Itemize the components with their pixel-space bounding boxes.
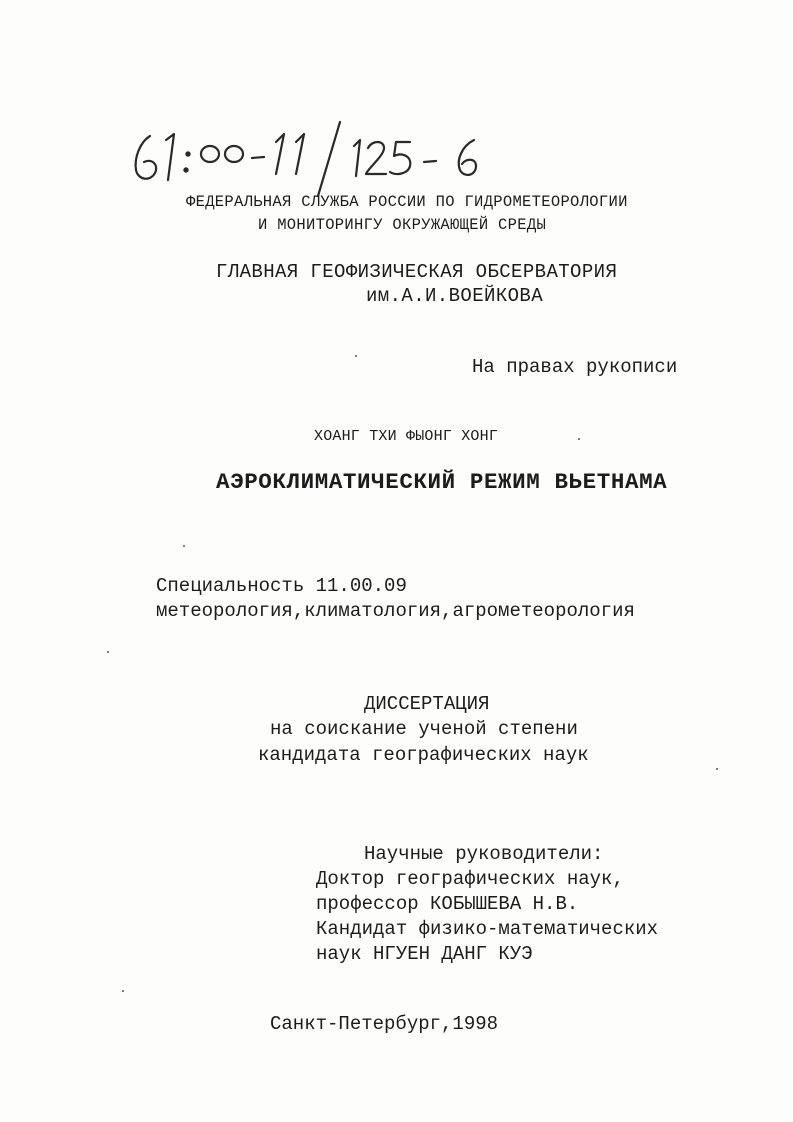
specialty-fields: метеорология,климатология,агрометеорология — [156, 600, 635, 622]
degree-line-2: кандидата географических наук — [258, 744, 589, 766]
supervisor-1-degree: Доктор географических наук, — [316, 868, 624, 890]
observatory-line-1: ГЛАВНАЯ ГЕОФИЗИЧЕСКАЯ ОБСЕРВАТОРИЯ — [216, 261, 618, 283]
scan-speck — [578, 438, 580, 440]
specialty-code: Специальность 11.00.09 — [156, 575, 407, 597]
scan-speck — [107, 651, 109, 653]
scan-speck — [355, 355, 357, 357]
supervisor-1-name: профессор КОБЫШЕВА Н.В. — [316, 893, 579, 915]
degree-line-1: на соискание ученой степени — [270, 718, 578, 740]
supervisor-2-degree: Кандидат физико-математических — [316, 918, 659, 940]
agency-line-1: ФЕДЕРАЛЬНАЯ СЛУЖБА РОССИИ ПО ГИДРОМЕТЕОРОЛОГИИ — [186, 193, 628, 211]
manuscript-note: На правах рукописи — [472, 356, 678, 378]
place-and-year: Санкт-Петербург,1998 — [270, 1013, 499, 1035]
scan-speck — [716, 768, 718, 770]
dissertation-title: АЭРОКЛИМАТИЧЕСКИЙ РЕЖИМ ВЬЕТНАМА — [216, 469, 668, 495]
supervisors-heading: Научные руководители: — [364, 843, 604, 865]
dissertation-label: ДИССЕРТАЦИЯ — [364, 693, 490, 715]
supervisor-2-name: наук НГУЕН ДАНГ КУЭ — [316, 943, 533, 965]
scan-speck — [122, 990, 124, 992]
handwritten-archive-number — [128, 118, 498, 198]
observatory-line-2: им.А.И.ВОЕЙКОВА — [366, 285, 544, 307]
scan-speck — [183, 545, 185, 547]
author-name: ХОАНГ ТХИ ФЫОНГ ХОНГ — [314, 428, 499, 445]
agency-line-2: И МОНИТОРИНГУ ОКРУЖАЮЩЕЙ СРЕДЫ — [258, 216, 547, 234]
